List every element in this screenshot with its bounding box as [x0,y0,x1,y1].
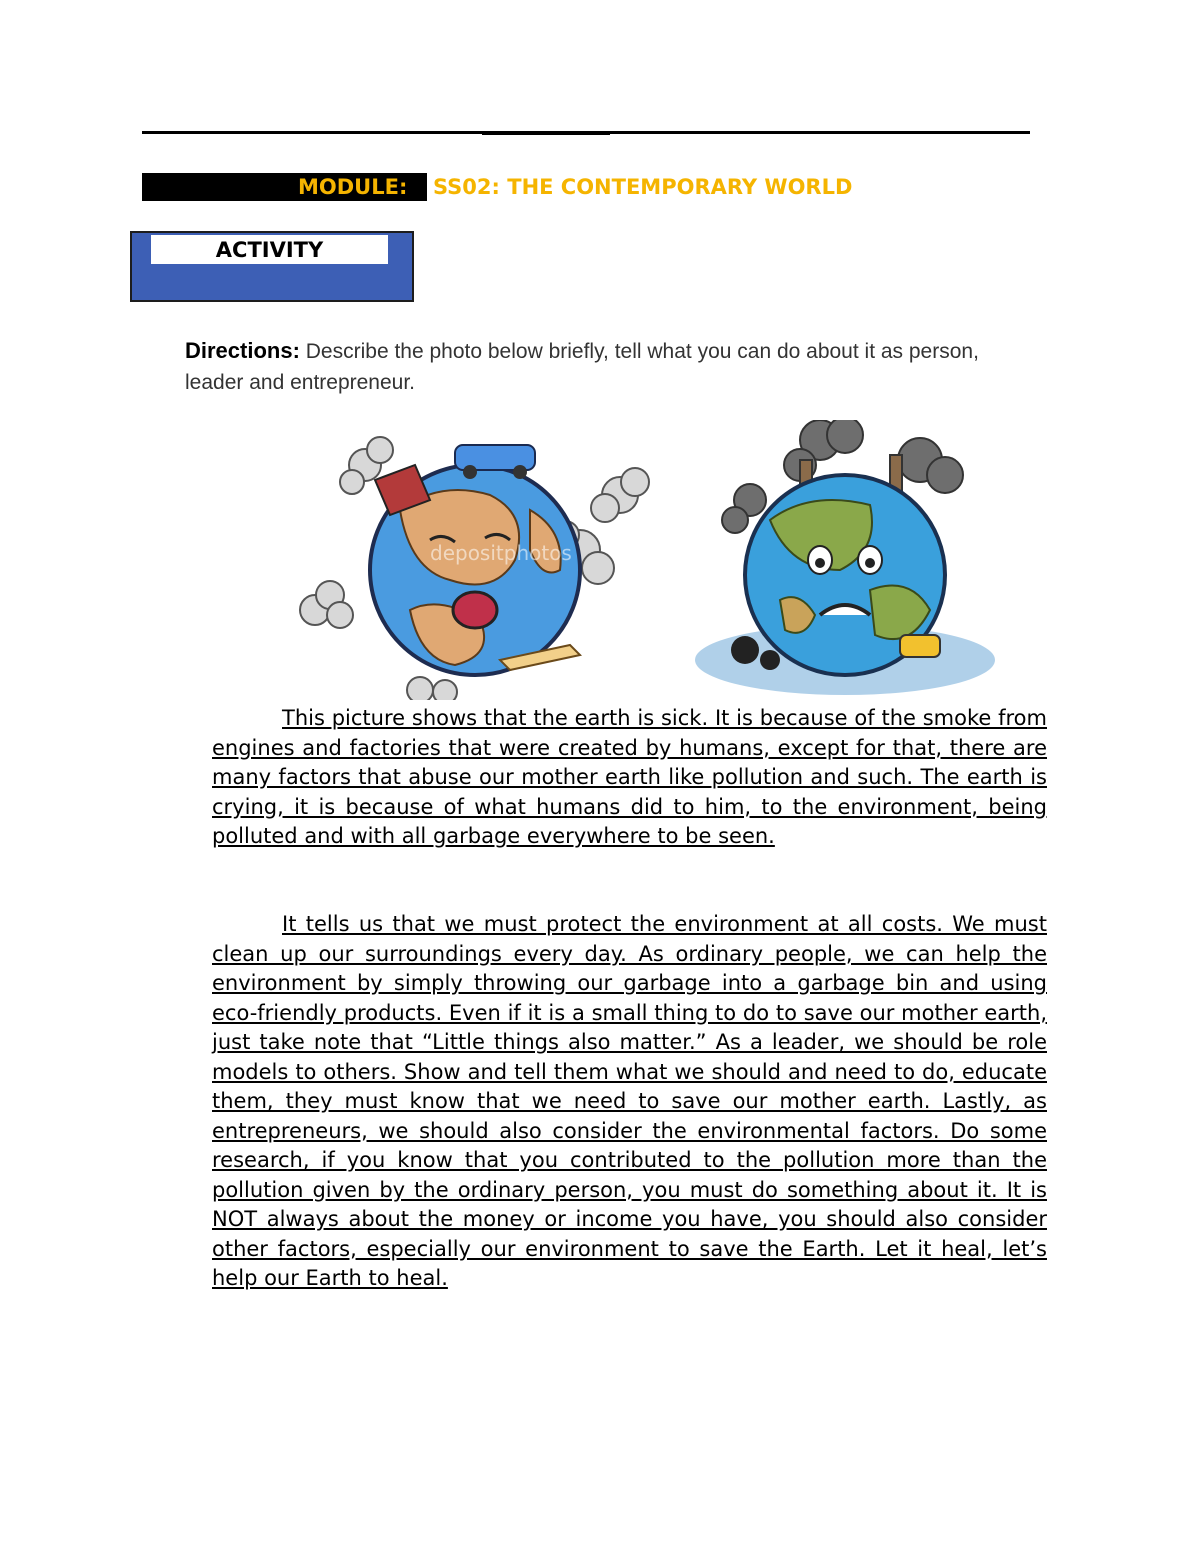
directions-label: Directions: [185,338,300,363]
module-title: SS02: THE CONTEMPORARY WORLD [433,175,853,199]
activity-label: ACTIVITY [151,235,388,264]
module-label: MODULE: [298,175,408,199]
watermark-text: depositphotos [430,541,572,565]
crying-earth-illustration [695,420,995,695]
header-rule-accent [482,133,610,135]
answer-paragraph-1: This picture shows that the earth is sick. It is because of the smoke from engines and factories that were created by humans, except for that, there are many factors that abuse our mother earth like pollution and such. The earth is crying, it is because of what humans did to him, to the environment, being polluted and with all garbage everywhere to be seen. [212,706,1047,848]
directions-text: Describe the photo below briefly, tell what you can do about it as person, leader and entrepreneur. [185,340,979,394]
sick-earth-illustration [300,437,649,700]
directions [185,335,1015,398]
earth-illustrations [280,420,1000,700]
answer-paragraph-2: It tells us that we must protect the environment at all costs. We must clean up our surroundings every day. As ordinary people, we can help the environment by simply throwing our garbage into a garbage bin and using eco-friendly products. Even if it is a small thing to do to save our mother earth, just take note that “Little things also matter.” As a leader, we should be role models to others. Show and tell them what we should and need to do, educate them, they must know that we need to save our mother earth. Lastly, as entrepreneurs, we should also consider the environmental factors. Do some research, if you know that you contributed to the pollution more than the pollution given by the ordinary person, you must do something about it. It is NOT always about the money or income you have, you should also consider other factors, especially our environment to save the Earth. Let it heal, let’s help our Earth to heal. [212,912,1047,1290]
